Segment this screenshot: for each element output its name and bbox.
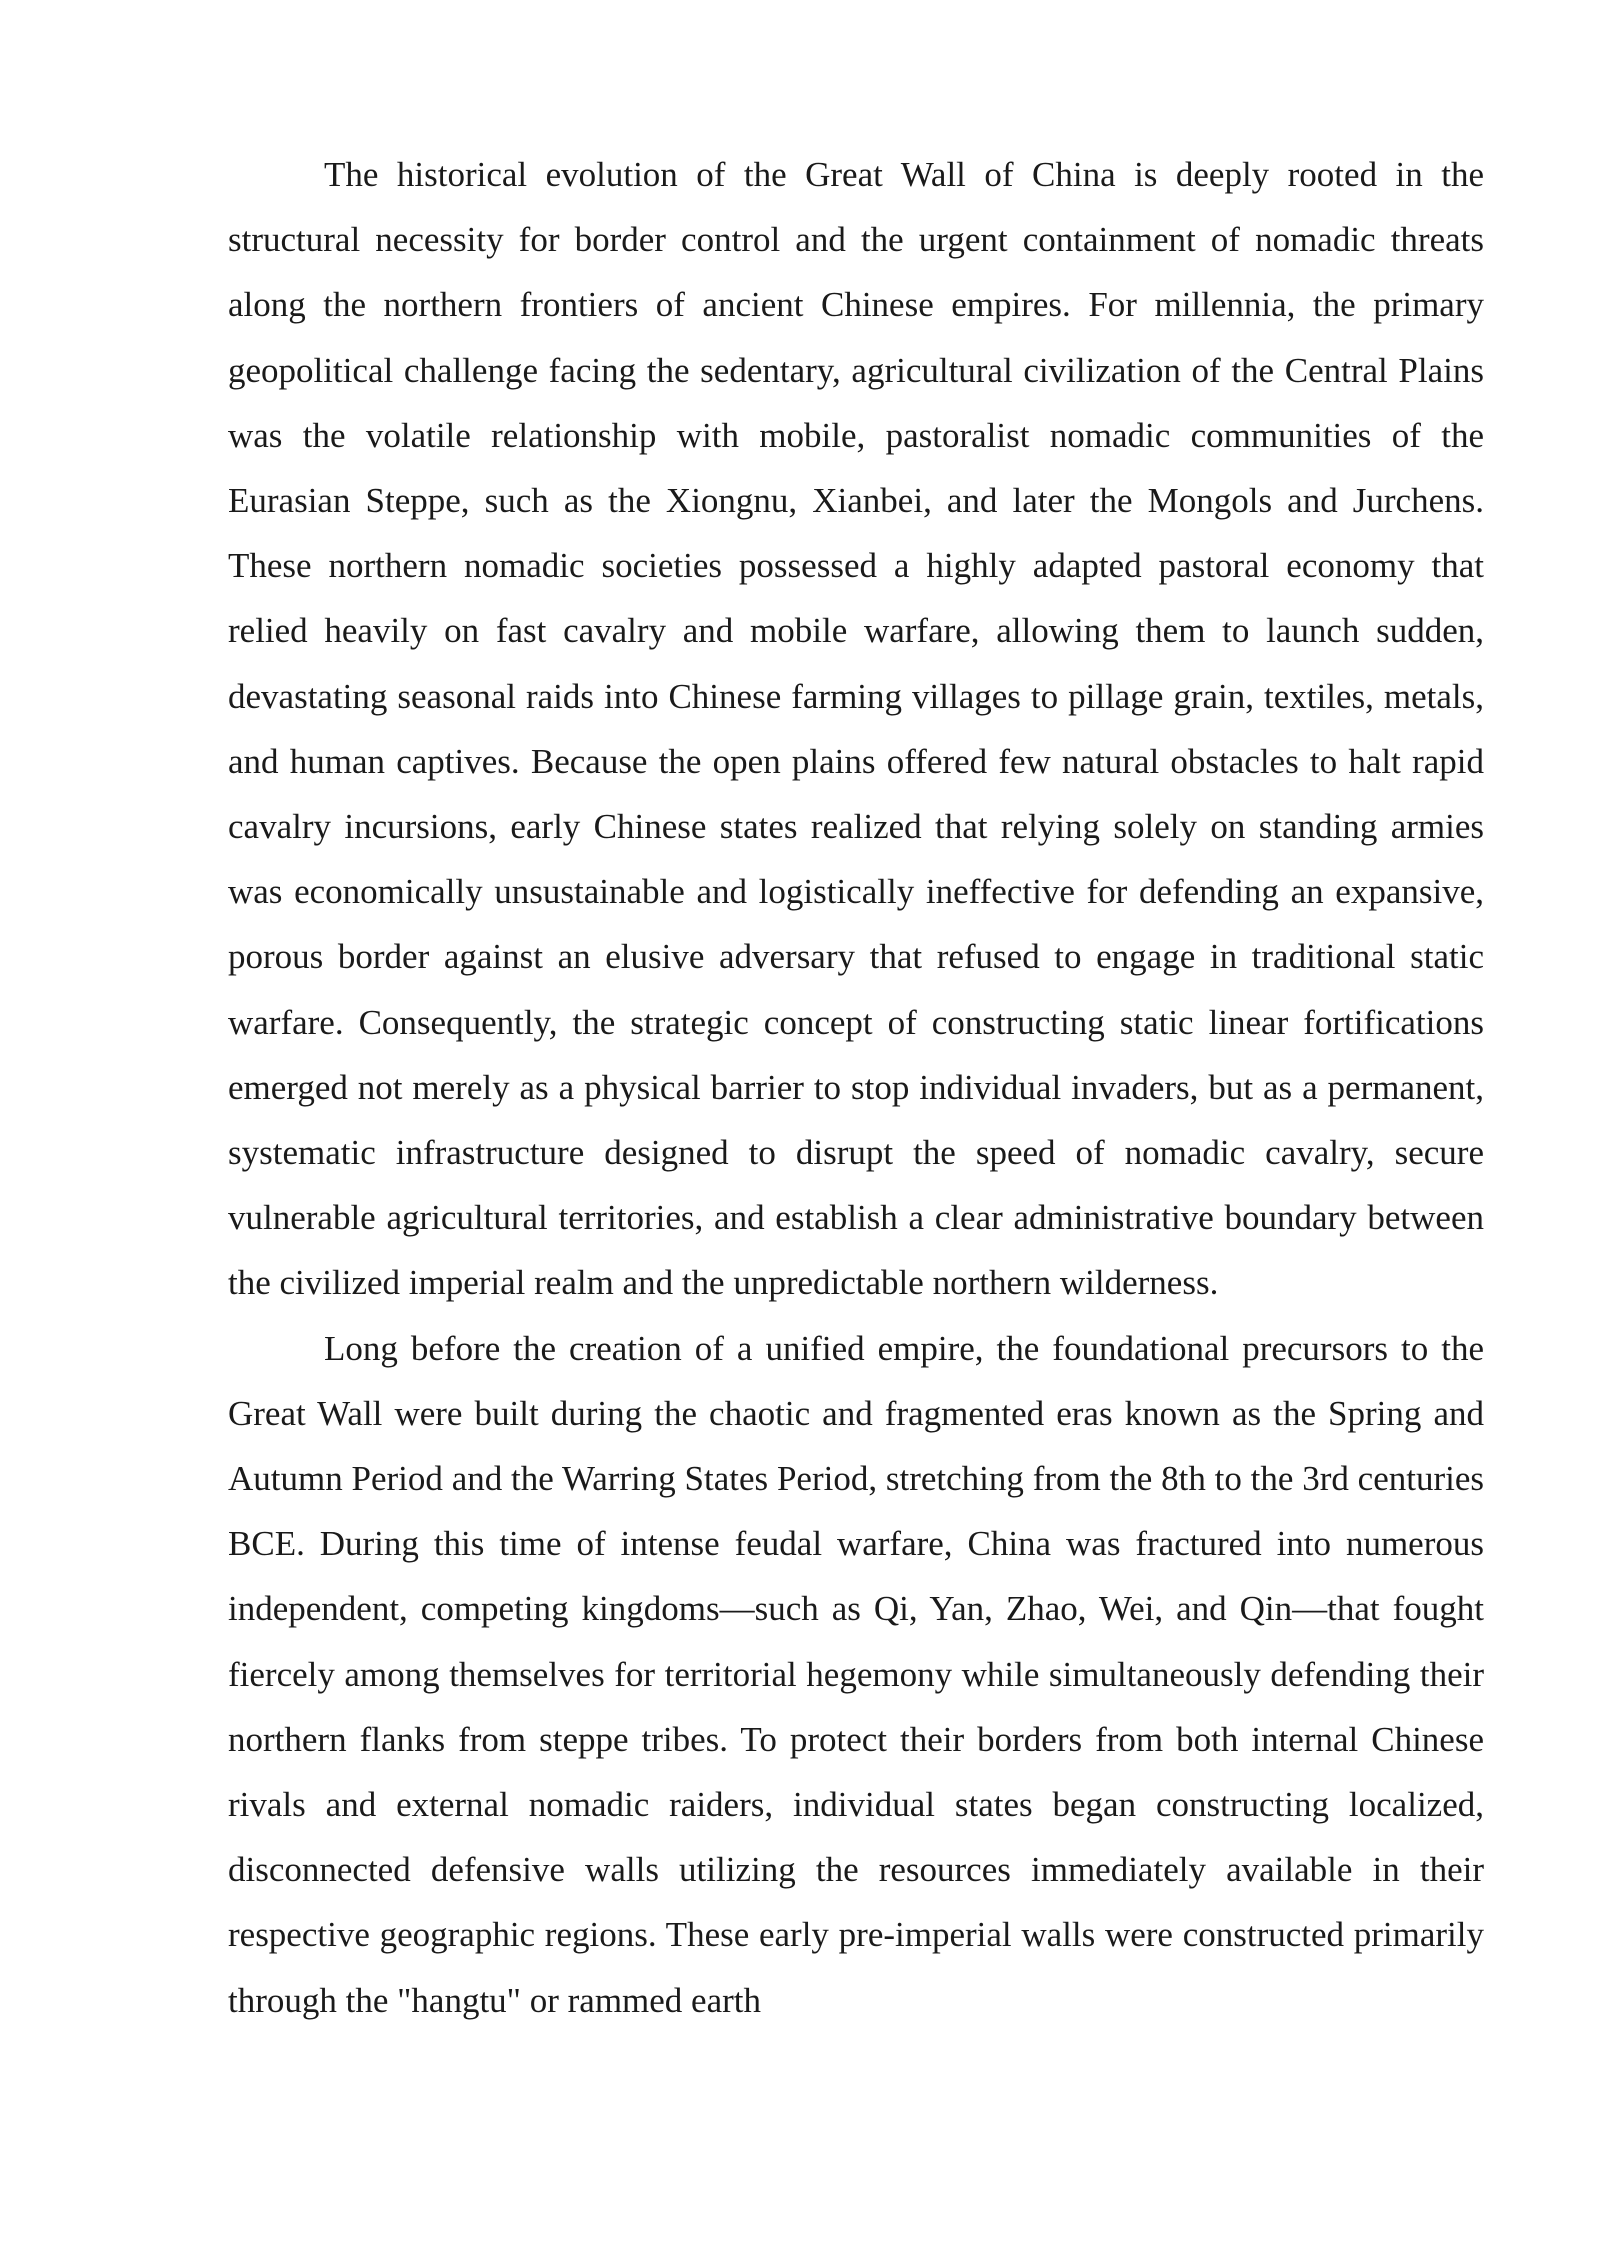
paragraph-pre-imperial-walls: Long before the creation of a unified empire, the foundational precursors to the Great Wall were built during the chaotic and fragmented eras known as the Spring and Autumn Period and the Warring States Period, stretching from the 8th to the 3rd centuries BCE. During this time of intense feudal warfare, China was fractured into numerous independent, competing kingdoms—such as Qi, Yan, Zhao, Wei, and Qin—that fought fiercely among themselves for territorial hegemony while simultaneously defending their northern flanks from steppe tribes. To protect their borders from both internal Chinese rivals and external nomadic raiders, individual states began constructing localized, disconnected defensive walls utilizing the resources immediately available in their respective geographic regions. These early pre-imperial walls were constructed primarily through the "hangtu" or rammed earth xyxy=(228,1328,1484,2020)
body-text xyxy=(228,142,1484,2033)
paragraph-nomadic-threats: The historical evolution of the Great Wall of China is deeply rooted in the structural necessity for border control and the urgent containment of nomadic threats along the northern frontiers of ancient Chinese empires. For millennia, the primary geopolitical challenge facing the sedentary, agricultural civilization of the Central Plains was the volatile relationship with mobile, pastoralist nomadic communities of the Eurasian Steppe, such as the Xiongnu, Xianbei, and later the Mongols and Jurchens. These northern nomadic societies possessed a highly adapted pastoral economy that relied heavily on fast cavalry and mobile warfare, allowing them to launch sudden, devastating seasonal raids into Chinese farming villages to pillage grain, textiles, metals, and human captives. Because the open plains offered few natural obstacles to halt rapid cavalry incursions, early Chinese states realized that relying solely on standing armies was economically unsustainable and logistically ineffective for defending an expansive, porous border against an elusive adversary that refused to engage in traditional static warfare. Consequently, the strategic concept of constructing static linear fortifications emerged not merely as a physical barrier to stop individual invaders, but as a permanent, systematic infrastructure designed to disrupt the speed of nomadic cavalry, secure vulnerable agricultural territories, and establish a clear administrative boundary between the civilized imperial realm and the unpredictable northern wilderness. xyxy=(228,155,1484,1303)
